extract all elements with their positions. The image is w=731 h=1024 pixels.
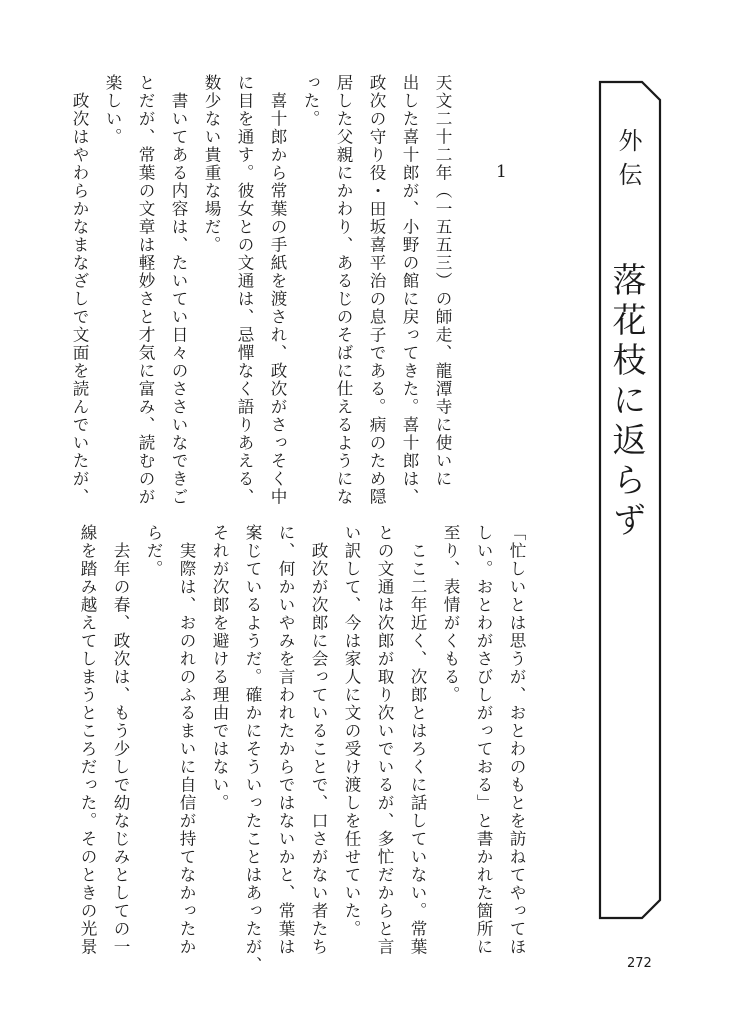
text-line: しい。おとわがさびしがっておる」と書かれた箇所に (474, 524, 493, 956)
text-line: 実際は、おのれのふるまいに自信が持てなかったか (177, 524, 196, 956)
text-line: それが次郎を避ける理由ではない。 (210, 524, 229, 812)
text-line: 楽しい。 (103, 74, 122, 146)
text-line: 至り、表情がくもる。 (441, 524, 460, 704)
text-line: 数少ない貴重な場だ。 (202, 74, 221, 254)
text-line: 案じているようだ。確かにそういったことはあったが、 (243, 524, 262, 974)
text-line: い訳して、今は家人に文の受け渡しを任せていた。 (342, 524, 361, 938)
page-number: 272 (627, 956, 652, 971)
text-line: に、何かいやみを言われたからではないかと、常葉は (276, 524, 295, 956)
text-line: とだが、常葉の文章は軽妙さと才気に富み、読むのが (136, 74, 155, 506)
text-line: 線を踏み越えてしまうところだった。そのときの光景 (78, 524, 97, 956)
text-line: った。 (301, 74, 320, 128)
lower-text-block (71, 524, 533, 974)
text-line: 政次が次郎に会っていることで、口さがない者たち (309, 524, 328, 956)
upper-text-block (63, 74, 459, 506)
text-line: らだ。 (144, 524, 163, 578)
chapter-number: 1 (496, 162, 507, 182)
chapter-title: 落花枝に返らず (606, 262, 646, 542)
text-line: 書いてある内容は、たいてい日々のささいなできご (169, 74, 188, 506)
text-line: 去年の春、政次は、もう少しで幼なじみとしての一 (111, 524, 130, 956)
text-line: 出した喜十郎が、小野の館に戻ってきた。喜十郎は、 (400, 74, 419, 506)
text-line: 喜十郎から常葉の手紙を渡され、政次がさっそく中 (268, 74, 287, 506)
text-line: 「忙しいとは思うが、おとわのもとを訪ねてやってほ (507, 524, 526, 956)
text-line: に目を通す。彼女との文通は、忌憚なく語りあえる、 (235, 74, 254, 506)
text-line: 政次はやわらかなまなざしで文面を読んでいたが、 (70, 74, 89, 506)
text-line: 天文二十二年（一五五三）の師走、龍潭寺に使いに (433, 74, 452, 488)
text-line: 居した父親にかわり、あるじのそばに仕えるようにな (334, 74, 353, 506)
text-line: 政次の守り役・田坂喜平治の息子である。病のため隠 (367, 74, 386, 506)
text-line: ここ二年近く、次郎とはろくに話していない。常葉 (408, 524, 427, 956)
section-label: 外伝 (614, 128, 642, 196)
text-line: との文通は次郎が取り次いでいるが、多忙だからと言 (375, 524, 394, 956)
